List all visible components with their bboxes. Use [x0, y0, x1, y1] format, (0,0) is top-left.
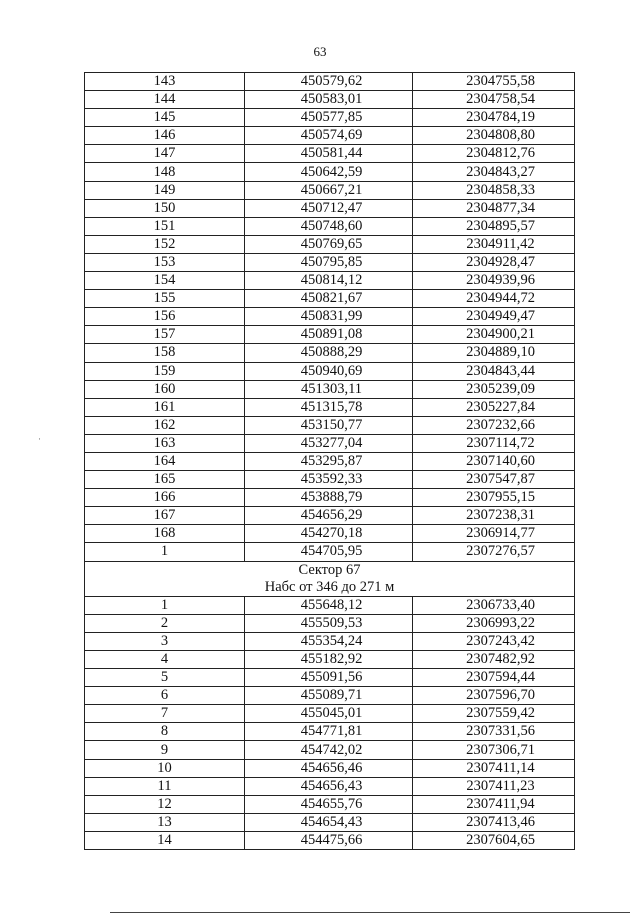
point-number-cell: 14 — [85, 831, 245, 849]
table-row — [85, 416, 575, 434]
y-coordinate-cell: 2307559,42 — [413, 705, 575, 723]
y-coordinate-cell: 2307243,42 — [413, 632, 575, 650]
x-coordinate-cell: 450583,01 — [245, 91, 413, 109]
x-coordinate-cell: 450748,60 — [245, 217, 413, 235]
table-row — [85, 489, 575, 507]
page-number: 63 — [313, 44, 327, 59]
table-row — [85, 109, 575, 127]
x-coordinate-cell: 454771,81 — [245, 723, 413, 741]
point-number-cell: 1 — [85, 543, 245, 561]
x-coordinate-cell: 450891,08 — [245, 326, 413, 344]
point-number-cell: 146 — [85, 127, 245, 145]
y-coordinate-cell: 2304858,33 — [413, 181, 575, 199]
x-coordinate-cell: 454655,76 — [245, 795, 413, 813]
point-number-cell: 150 — [85, 199, 245, 217]
x-coordinate-cell: 450821,67 — [245, 290, 413, 308]
point-number-cell: 156 — [85, 308, 245, 326]
sector-title: Сектор 67 — [85, 561, 575, 579]
point-number-cell: 157 — [85, 326, 245, 344]
margin-mark: · — [38, 434, 41, 444]
coordinates-table-body-bottom — [85, 596, 575, 849]
y-coordinate-cell: 2307604,65 — [413, 831, 575, 849]
point-number-cell: 149 — [85, 181, 245, 199]
table-row — [85, 759, 575, 777]
table-row — [85, 723, 575, 741]
table-row — [85, 127, 575, 145]
y-coordinate-cell: 2304939,96 — [413, 272, 575, 290]
x-coordinate-cell: 450579,62 — [245, 73, 413, 91]
table-row — [85, 199, 575, 217]
table-row — [85, 326, 575, 344]
y-coordinate-cell: 2307411,23 — [413, 777, 575, 795]
y-coordinate-cell: 2307594,44 — [413, 669, 575, 687]
x-coordinate-cell: 454656,46 — [245, 759, 413, 777]
y-coordinate-cell: 2306914,77 — [413, 525, 575, 543]
sector-header — [85, 561, 575, 596]
y-coordinate-cell: 2304758,54 — [413, 91, 575, 109]
x-coordinate-cell: 450581,44 — [245, 145, 413, 163]
point-number-cell: 6 — [85, 687, 245, 705]
point-number-cell: 165 — [85, 471, 245, 489]
table-row — [85, 73, 575, 91]
point-number-cell: 12 — [85, 795, 245, 813]
point-number-cell: 161 — [85, 398, 245, 416]
point-number-cell: 143 — [85, 73, 245, 91]
x-coordinate-cell: 450831,99 — [245, 308, 413, 326]
x-coordinate-cell: 453150,77 — [245, 416, 413, 434]
y-coordinate-cell: 2306993,22 — [413, 614, 575, 632]
y-coordinate-cell: 2304843,27 — [413, 163, 575, 181]
x-coordinate-cell: 455091,56 — [245, 669, 413, 687]
x-coordinate-cell: 450814,12 — [245, 272, 413, 290]
x-coordinate-cell: 451315,78 — [245, 398, 413, 416]
table-row — [85, 163, 575, 181]
x-coordinate-cell: 454656,29 — [245, 507, 413, 525]
table-row — [85, 471, 575, 489]
point-number-cell: 162 — [85, 416, 245, 434]
y-coordinate-cell: 2304944,72 — [413, 290, 575, 308]
y-coordinate-cell: 2307411,94 — [413, 795, 575, 813]
x-coordinate-cell: 454742,02 — [245, 741, 413, 759]
table-row — [85, 705, 575, 723]
point-number-cell: 11 — [85, 777, 245, 795]
y-coordinate-cell: 2307306,71 — [413, 741, 575, 759]
table-row — [85, 91, 575, 109]
table-row — [85, 181, 575, 199]
point-number-cell: 168 — [85, 525, 245, 543]
point-number-cell: 160 — [85, 380, 245, 398]
x-coordinate-cell: 454656,43 — [245, 777, 413, 795]
point-number-cell: 158 — [85, 344, 245, 362]
point-number-cell: 3 — [85, 632, 245, 650]
table-row — [85, 596, 575, 614]
x-coordinate-cell: 453277,04 — [245, 434, 413, 452]
table-row — [85, 614, 575, 632]
table-row — [85, 632, 575, 650]
y-coordinate-cell: 2304877,34 — [413, 199, 575, 217]
x-coordinate-cell: 454270,18 — [245, 525, 413, 543]
y-coordinate-cell: 2307114,72 — [413, 434, 575, 452]
x-coordinate-cell: 450940,69 — [245, 362, 413, 380]
x-coordinate-cell: 455045,01 — [245, 705, 413, 723]
y-coordinate-cell: 2307140,60 — [413, 452, 575, 470]
y-coordinate-cell: 2307276,57 — [413, 543, 575, 561]
table-row — [85, 525, 575, 543]
x-coordinate-cell: 450577,85 — [245, 109, 413, 127]
x-coordinate-cell: 450888,29 — [245, 344, 413, 362]
table-row — [85, 308, 575, 326]
x-coordinate-cell: 450642,59 — [245, 163, 413, 181]
table-row — [85, 344, 575, 362]
point-number-cell: 2 — [85, 614, 245, 632]
y-coordinate-cell: 2304843,44 — [413, 362, 575, 380]
table-row — [85, 669, 575, 687]
y-coordinate-cell: 2304784,19 — [413, 109, 575, 127]
x-coordinate-cell: 455509,53 — [245, 614, 413, 632]
table-row — [85, 777, 575, 795]
y-coordinate-cell: 2307596,70 — [413, 687, 575, 705]
x-coordinate-cell: 450769,65 — [245, 235, 413, 253]
y-coordinate-cell: 2304895,57 — [413, 217, 575, 235]
table-row — [85, 795, 575, 813]
x-coordinate-cell: 455182,92 — [245, 651, 413, 669]
point-number-cell: 163 — [85, 434, 245, 452]
y-coordinate-cell: 2305239,09 — [413, 380, 575, 398]
sector-subtitle-row — [85, 579, 575, 597]
y-coordinate-cell: 2307411,14 — [413, 759, 575, 777]
point-number-cell: 151 — [85, 217, 245, 235]
table-row — [85, 362, 575, 380]
table-row — [85, 507, 575, 525]
table-row — [85, 543, 575, 561]
y-coordinate-cell: 2304755,58 — [413, 73, 575, 91]
table-row — [85, 235, 575, 253]
x-coordinate-cell: 454705,95 — [245, 543, 413, 561]
point-number-cell: 164 — [85, 452, 245, 470]
point-number-cell: 7 — [85, 705, 245, 723]
table-row — [85, 687, 575, 705]
x-coordinate-cell: 455089,71 — [245, 687, 413, 705]
y-coordinate-cell: 2307331,56 — [413, 723, 575, 741]
point-number-cell: 167 — [85, 507, 245, 525]
point-number-cell: 5 — [85, 669, 245, 687]
coordinates-table — [84, 72, 575, 850]
point-number-cell: 13 — [85, 813, 245, 831]
point-number-cell: 147 — [85, 145, 245, 163]
y-coordinate-cell: 2304900,21 — [413, 326, 575, 344]
x-coordinate-cell: 453888,79 — [245, 489, 413, 507]
x-coordinate-cell: 455354,24 — [245, 632, 413, 650]
sector-title-row — [85, 561, 575, 579]
point-number-cell: 155 — [85, 290, 245, 308]
point-number-cell: 4 — [85, 651, 245, 669]
point-number-cell: 144 — [85, 91, 245, 109]
y-coordinate-cell: 2307955,15 — [413, 489, 575, 507]
x-coordinate-cell: 450574,69 — [245, 127, 413, 145]
table-row — [85, 813, 575, 831]
page-bottom-rule — [110, 912, 630, 913]
x-coordinate-cell: 453295,87 — [245, 452, 413, 470]
y-coordinate-cell: 2304812,76 — [413, 145, 575, 163]
x-coordinate-cell: 450712,47 — [245, 199, 413, 217]
table-row — [85, 217, 575, 235]
y-coordinate-cell: 2304949,47 — [413, 308, 575, 326]
point-number-cell: 154 — [85, 272, 245, 290]
table-row — [85, 253, 575, 271]
point-number-cell: 153 — [85, 253, 245, 271]
table-row — [85, 452, 575, 470]
table-row — [85, 145, 575, 163]
table-row — [85, 741, 575, 759]
point-number-cell: 166 — [85, 489, 245, 507]
table-row — [85, 434, 575, 452]
table-row — [85, 831, 575, 849]
y-coordinate-cell: 2307547,87 — [413, 471, 575, 489]
x-coordinate-cell: 454654,43 — [245, 813, 413, 831]
point-number-cell: 152 — [85, 235, 245, 253]
table-row — [85, 398, 575, 416]
y-coordinate-cell: 2307232,66 — [413, 416, 575, 434]
table-row — [85, 380, 575, 398]
table-row — [85, 651, 575, 669]
point-number-cell: 1 — [85, 596, 245, 614]
coordinates-table-body-top — [85, 73, 575, 562]
point-number-cell: 8 — [85, 723, 245, 741]
x-coordinate-cell: 454475,66 — [245, 831, 413, 849]
y-coordinate-cell: 2307413,46 — [413, 813, 575, 831]
x-coordinate-cell: 453592,33 — [245, 471, 413, 489]
table-row — [85, 272, 575, 290]
y-coordinate-cell: 2304889,10 — [413, 344, 575, 362]
point-number-cell: 145 — [85, 109, 245, 127]
point-number-cell: 9 — [85, 741, 245, 759]
y-coordinate-cell: 2307482,92 — [413, 651, 575, 669]
point-number-cell: 10 — [85, 759, 245, 777]
x-coordinate-cell: 451303,11 — [245, 380, 413, 398]
sector-subtitle: Набс от 346 до 271 м — [85, 579, 575, 597]
y-coordinate-cell: 2305227,84 — [413, 398, 575, 416]
x-coordinate-cell: 450667,21 — [245, 181, 413, 199]
point-number-cell: 148 — [85, 163, 245, 181]
point-number-cell: 159 — [85, 362, 245, 380]
y-coordinate-cell: 2304911,42 — [413, 235, 575, 253]
y-coordinate-cell: 2304808,80 — [413, 127, 575, 145]
y-coordinate-cell: 2306733,40 — [413, 596, 575, 614]
table-row — [85, 290, 575, 308]
x-coordinate-cell: 455648,12 — [245, 596, 413, 614]
x-coordinate-cell: 450795,85 — [245, 253, 413, 271]
y-coordinate-cell: 2304928,47 — [413, 253, 575, 271]
y-coordinate-cell: 2307238,31 — [413, 507, 575, 525]
